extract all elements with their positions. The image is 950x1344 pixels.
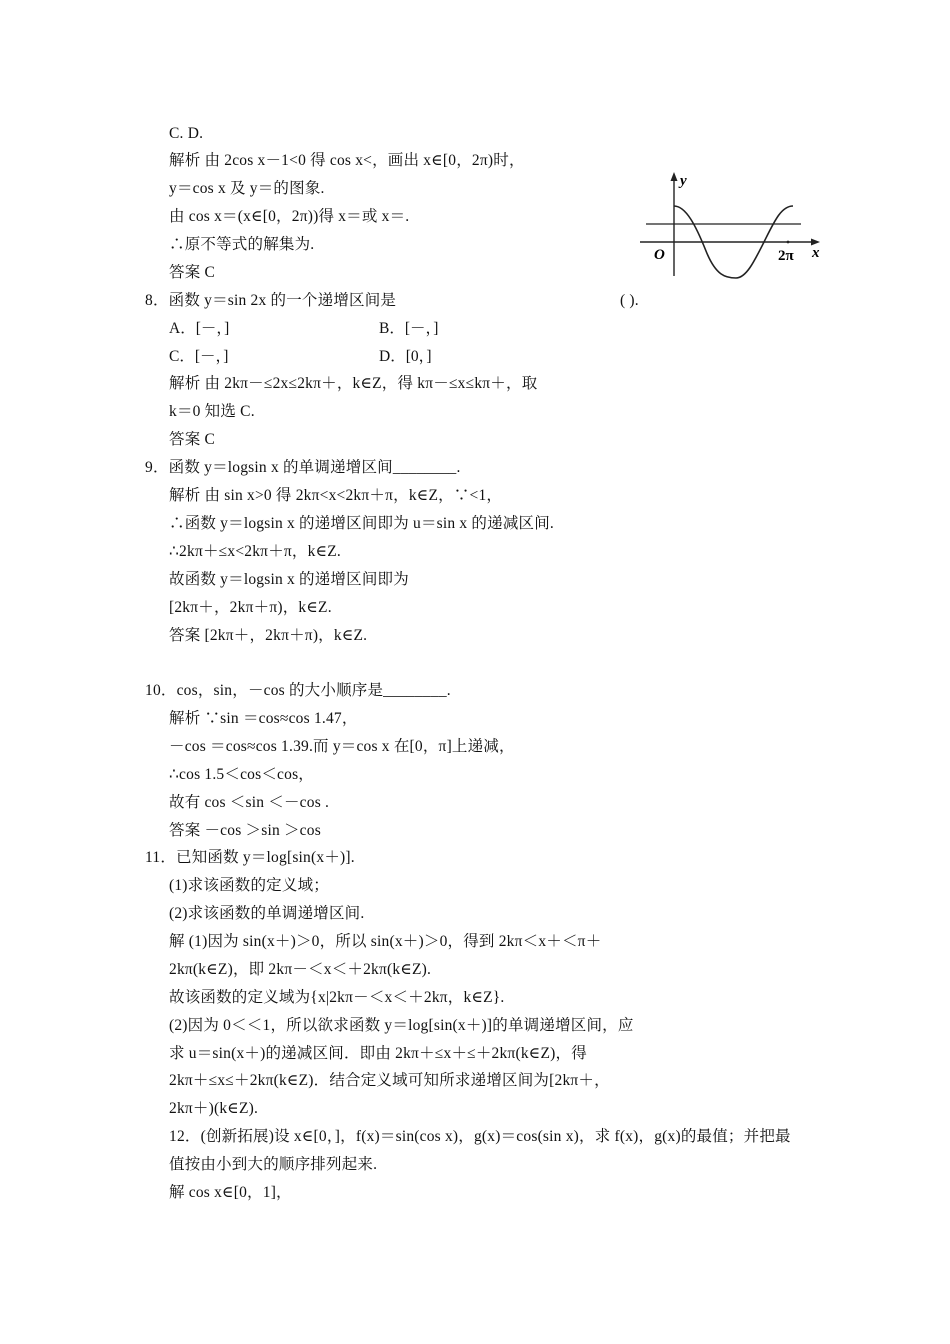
- solution-line: ∴cos 1.5＜cos＜cos，: [169, 766, 314, 783]
- question-8: 8．函数 y＝sin 2x 的一个递增区间是: [145, 292, 397, 309]
- solution-line: [2kπ＋，2kπ＋π)，k∈Z.: [169, 599, 332, 616]
- option-d: D．[0，]: [379, 348, 432, 365]
- solution-line: 2kπ＋)(k∈Z).: [169, 1100, 259, 1117]
- question-12: 12．(创新拓展)设 x∈[0，]，f(x)＝sin(cos x)，g(x)＝cos(sin x)，求 f(x)，g(x)的最值；并把最: [169, 1128, 791, 1145]
- options-c-d: C. D.: [169, 125, 204, 142]
- solution-line: 解析 由 sin x>0 得 2kπ<x<2kπ＋π，k∈Z，∵<1，: [169, 487, 503, 504]
- x-axis-label: x: [812, 245, 820, 261]
- solution-line: ∴函数 y＝logsin x 的递增区间即为 u＝sin x 的递减区间.: [169, 515, 555, 532]
- solution-line: 故有 cos ＜sin ＜－cos .: [169, 794, 330, 811]
- solution-line: －cos ＝cos≈cos 1.39.而 y＝cos x 在[0，π]上递减，: [169, 738, 515, 755]
- y-axis-label: y: [680, 173, 687, 189]
- two-pi-label: 2π: [778, 248, 794, 264]
- origin-label: O: [654, 247, 665, 263]
- two-pi-tick: [787, 241, 790, 244]
- solution-line: 求 u＝sin(x＋)的递减区间．即由 2kπ＋≤x＋≤＋2kπ(k∈Z)，得: [169, 1045, 587, 1062]
- answer-line: 答案 C: [169, 431, 216, 448]
- solution-line: 故该函数的定义域为{x|2kπ－＜x＜＋2kπ，k∈Z}.: [169, 989, 505, 1006]
- question-9: 9．函数 y＝logsin x 的单调递增区间________.: [145, 459, 461, 476]
- solution-line: ∴2kπ＋≤x<2kπ＋π，k∈Z.: [169, 543, 342, 560]
- solution-line: y＝cos x 及 y＝的图象.: [169, 180, 325, 197]
- question-12-cont: 值按由小到大的顺序排列起来.: [169, 1156, 378, 1173]
- question-11: 11．已知函数 y＝log[sin(x＋)].: [145, 849, 355, 866]
- cosine-graph: [636, 166, 826, 286]
- solution-line: 解 cos x∈[0，1]，: [169, 1184, 292, 1201]
- solution-line: 由 cos x＝(x∈[0，2π))得 x＝或 x＝.: [169, 208, 410, 225]
- solution-line: 故函数 y＝logsin x 的递增区间即为: [169, 571, 409, 588]
- solution-line: 解析 由 2kπ－≤2x≤2kπ＋，k∈Z，得 kπ－≤x≤kπ＋，取: [169, 375, 538, 392]
- question-10: 10．cos，sin，－cos 的大小顺序是________.: [145, 682, 451, 699]
- solution-line: ∴原不等式的解集为.: [169, 236, 315, 253]
- solution-line: 解析 ∵sin ＝cos≈cos 1.47，: [169, 710, 358, 727]
- solution-line: (2)因为 0＜＜1，所以欲求函数 y＝log[sin(x＋)]的单调递增区间，应: [169, 1017, 634, 1034]
- solution-line: 2kπ(k∈Z)，即 2kπ－＜x＜＋2kπ(k∈Z).: [169, 961, 432, 978]
- option-c: C．[－，]: [169, 348, 229, 365]
- option-b: B．[－，]: [379, 320, 439, 337]
- sub-question: (1)求该函数的定义域；: [169, 877, 329, 894]
- sub-question: (2)求该函数的单调递增区间.: [169, 905, 365, 922]
- y-axis-arrow: [671, 172, 678, 181]
- answer-line: 答案 －cos ＞sin ＞cos: [169, 822, 321, 839]
- solution-line: 解析 由 2cos x－1<0 得 cos x<，画出 x∈[0，2π)时，: [169, 152, 525, 169]
- solution-line: 解 (1)因为 sin(x＋)＞0，所以 sin(x＋)＞0，得到 2kπ＜x＋＜π＋: [169, 933, 602, 950]
- answer-line: 答案 [2kπ＋，2kπ＋π)，k∈Z.: [169, 627, 368, 644]
- answer-line: 答案 C: [169, 264, 216, 281]
- answer-blank: ( ).: [620, 292, 639, 309]
- option-a: A．[－，]: [169, 320, 230, 337]
- solution-line: k＝0 知选 C.: [169, 403, 255, 420]
- solution-line: 2kπ＋≤x≤＋2kπ(k∈Z)．结合定义域可知所求递增区间为[2kπ＋，: [169, 1072, 610, 1089]
